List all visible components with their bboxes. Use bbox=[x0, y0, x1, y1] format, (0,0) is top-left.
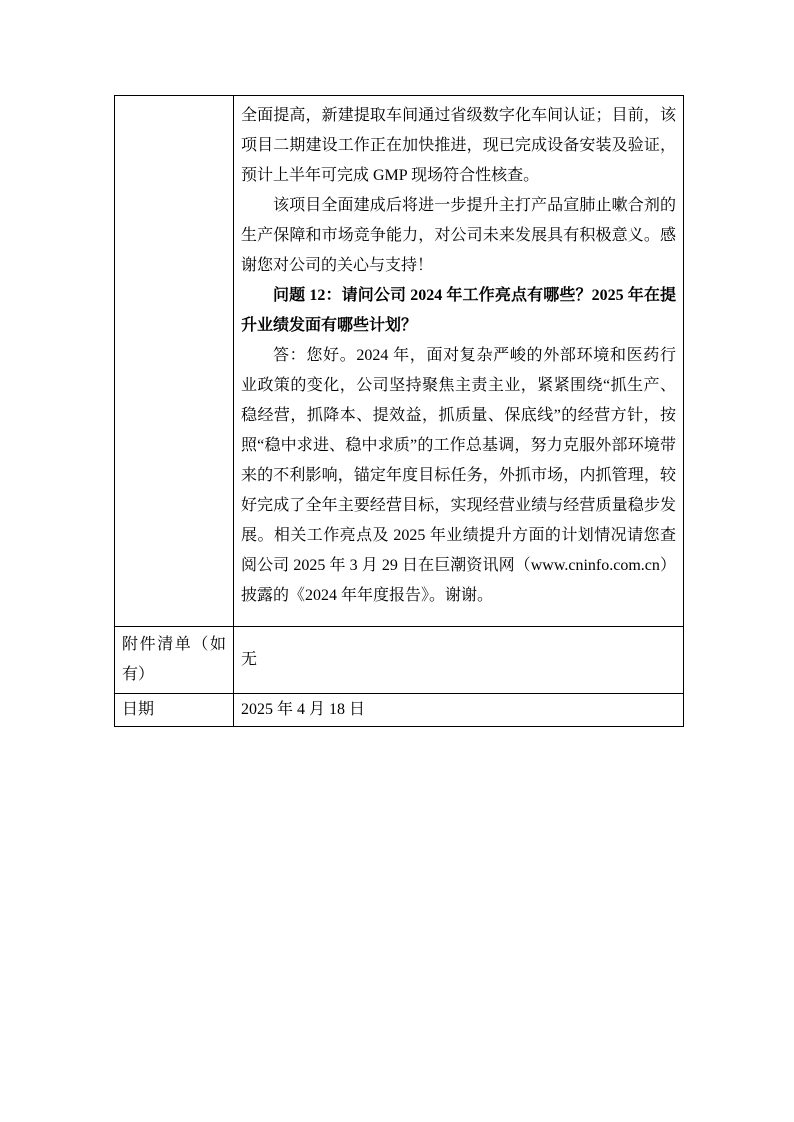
qa-content-cell bbox=[234, 96, 684, 627]
attachment-list-value: 无 bbox=[234, 627, 684, 694]
paragraph-answer-12: 答：您好。2024 年，面对复杂严峻的外部环境和医药行业政策的变化，公司坚持聚焦主责主业，紧紧围绕“抓生产、稳经营，抓降本、提效益，抓质量、保底线”的经营方针，按照“稳中求进、稳中求质”的工作总基调，努力克服外部环境带来的不利影响，锚定年度目标任务，外抓市场，内抓管理，较好完成了全年主要经营目标，实现经营业绩与经营质量稳步发展。相关工作亮点及 2025 年业绩提升方面的计划情况请您查阅公司 2025 年 3 月 29 日在巨潮资讯网（www.cninfo.com.cn）披露的《2024 年年度报告》。谢谢。 bbox=[241, 347, 676, 604]
paragraph-project-benefit: 该项目全面建成后将进一步提升主打产品宣肺止嗽合剂的生产保障和市场竞争能力，对公司未来发展具有积极意义。感谢您对公司的关心与支持！ bbox=[241, 197, 676, 274]
table-row-attachment bbox=[115, 627, 684, 694]
date-label: 日期 bbox=[115, 694, 234, 727]
date-value: 2025 年 4 月 18 日 bbox=[234, 694, 684, 727]
table-row-date bbox=[115, 694, 684, 727]
attachment-list-label: 附件清单（如有） bbox=[115, 627, 234, 694]
qa-table bbox=[114, 95, 684, 727]
paragraph-project-progress: 全面提高，新建提取车间通过省级数字化车间认证；目前，该项目二期建设工作正在加快推进，现已完成设备安装及验证，预计上半年可完成 GMP 现场符合性核查。 bbox=[241, 107, 676, 184]
table-row-qa bbox=[115, 96, 684, 627]
row-label-empty bbox=[115, 96, 234, 627]
paragraph-question-12: 问题 12：请问公司 2024 年工作亮点有哪些？2025 年在提升业绩发面有哪些计划？ bbox=[241, 287, 676, 334]
